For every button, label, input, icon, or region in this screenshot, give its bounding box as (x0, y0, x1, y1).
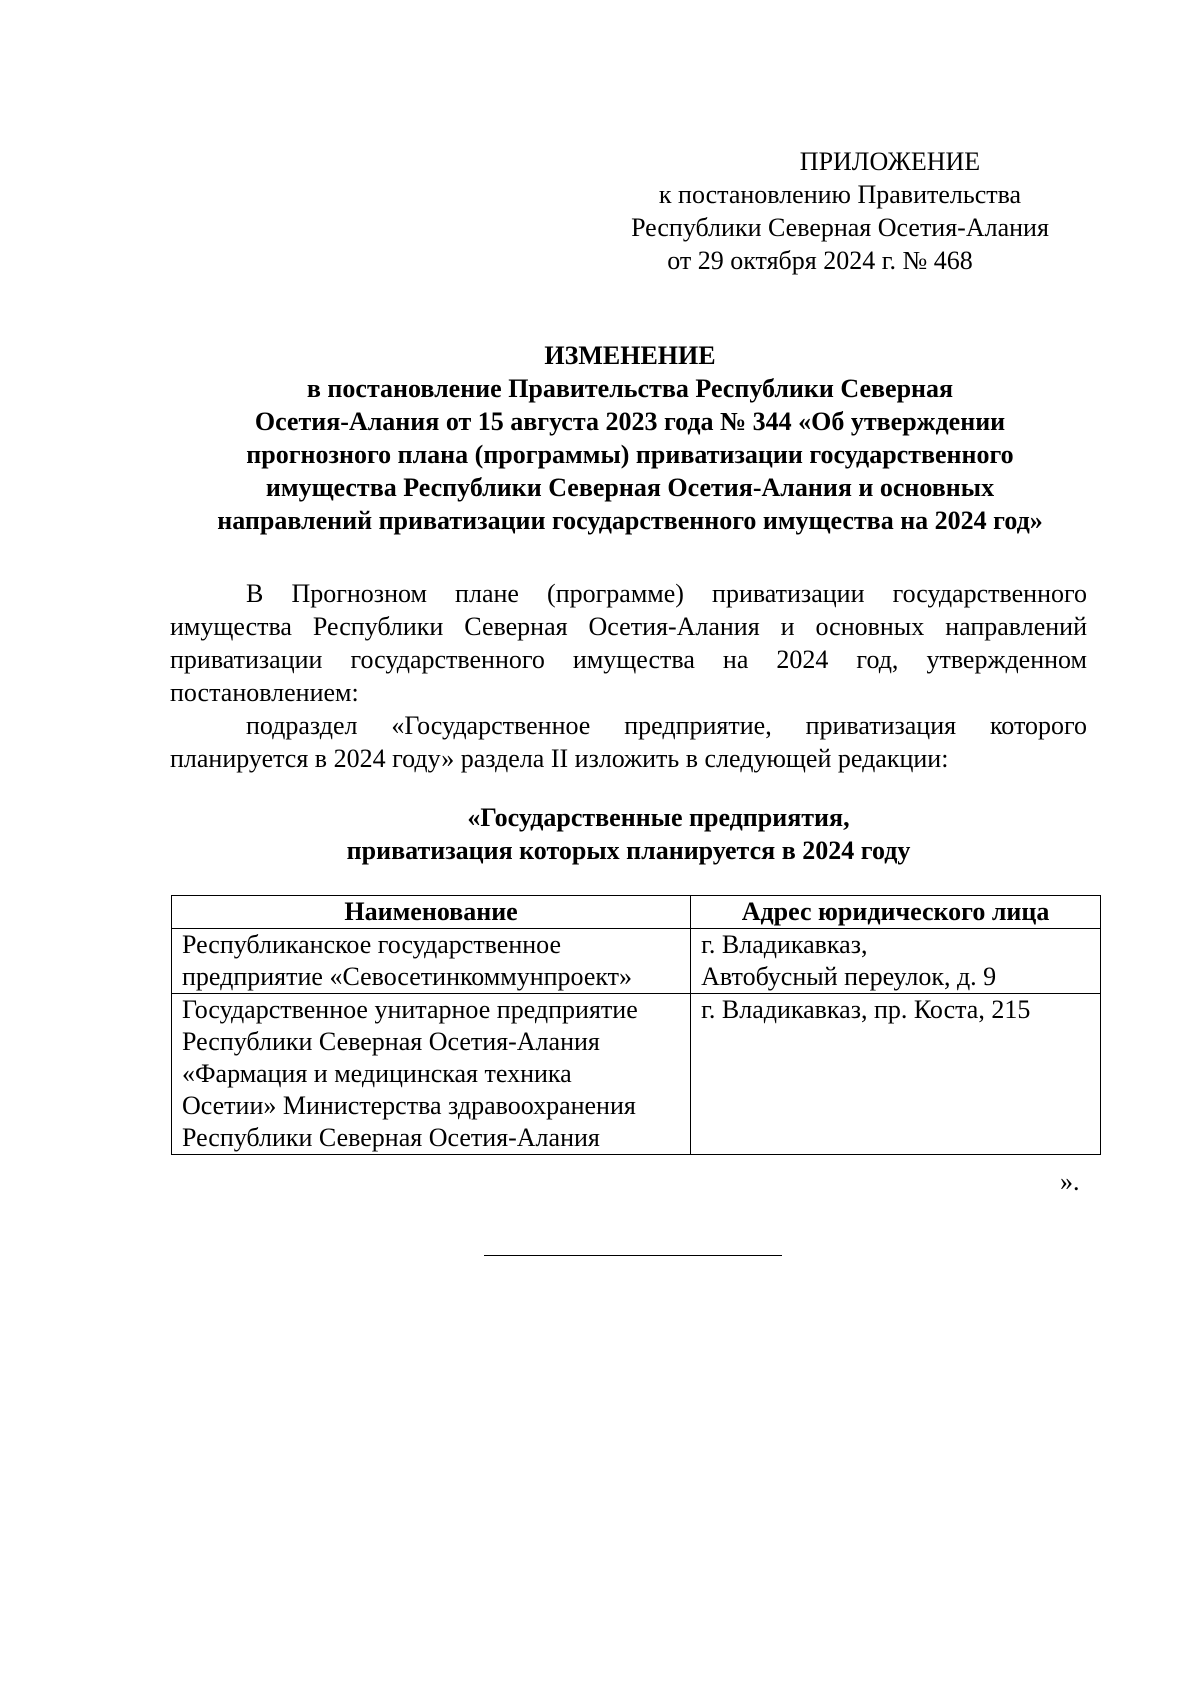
end-separator-line (484, 1255, 782, 1256)
title-heading: ИЗМЕНЕНИЕ (544, 341, 716, 370)
header-name: Наименование (172, 896, 691, 929)
cell-text-line: предприятие «Севосетинкоммунпроект» (182, 962, 633, 991)
body-text (170, 577, 1087, 775)
table-row (172, 929, 1101, 994)
title-line-3: прогнозного плана (программы) приватизации государственного (246, 440, 1014, 469)
cell-address (691, 929, 1101, 994)
document-title (160, 339, 1100, 537)
subtitle-line-2: приватизация которых планируется в 2024 году (346, 836, 911, 865)
cell-text-line: г. Владикавказ, (701, 930, 868, 959)
cell-name (172, 929, 691, 994)
appendix-line-2: к постановлению Правительства (658, 180, 1022, 209)
cell-text-line: Республики Северная Осетия-Алания (182, 1123, 600, 1152)
appendix-label: ПРИЛОЖЕНИЕ (799, 147, 981, 176)
cell-text-line: Республиканское государственное (182, 930, 562, 959)
closing-quote-mark: ». (1060, 1167, 1080, 1196)
title-line-5: направлений приватизации государственного имущества на 2024 год» (217, 506, 1043, 535)
header-address: Адрес юридического лица (691, 896, 1101, 929)
table-row (172, 994, 1101, 1155)
appendix-line-4: от 29 октября 2024 г. № 468 (667, 246, 973, 275)
appendix-line-3: Республики Северная Осетия-Алания (631, 213, 1049, 242)
table-header-row (172, 896, 1101, 929)
cell-text-line: Государственное унитарное предприятие (182, 995, 638, 1024)
title-line-1: в постановление Правительства Республики Северная (306, 374, 954, 403)
title-line-2: Осетия-Алания от 15 августа 2023 года № 344 «Об утверждении (254, 407, 1006, 436)
enterprises-table (171, 895, 1101, 1155)
cell-name (172, 994, 691, 1155)
cell-text-line: г. Владикавказ, пр. Коста, 215 (701, 995, 1031, 1024)
appendix-header (580, 145, 1100, 277)
cell-text-line: Осетии» Министерства здравоохранения (182, 1091, 636, 1120)
body-paragraph-2: подраздел «Государственное предприятие, приватизация которого планируется в 2024 году» раздела II изложить в следующей редакции: (170, 711, 1087, 773)
subtitle-line-1: «Государственные предприятия, (467, 803, 850, 832)
cell-text-line: «Фармация и медицинская техника (182, 1059, 572, 1088)
cell-address (691, 994, 1101, 1155)
title-line-4: имущества Республики Северная Осетия-Алания и основных (265, 473, 995, 502)
body-paragraph-1: В Прогнозном плане (программе) приватизации государственного имущества Республики Северная Осетия-Алания и основных направлений приватизации государственного имущества на 2024 год, утвержденном постановлением: (170, 579, 1087, 707)
table-subtitle (170, 801, 1087, 867)
cell-text-line: Республики Северная Осетия-Алания (182, 1027, 600, 1056)
cell-text-line: Автобусный переулок, д. 9 (701, 962, 997, 991)
